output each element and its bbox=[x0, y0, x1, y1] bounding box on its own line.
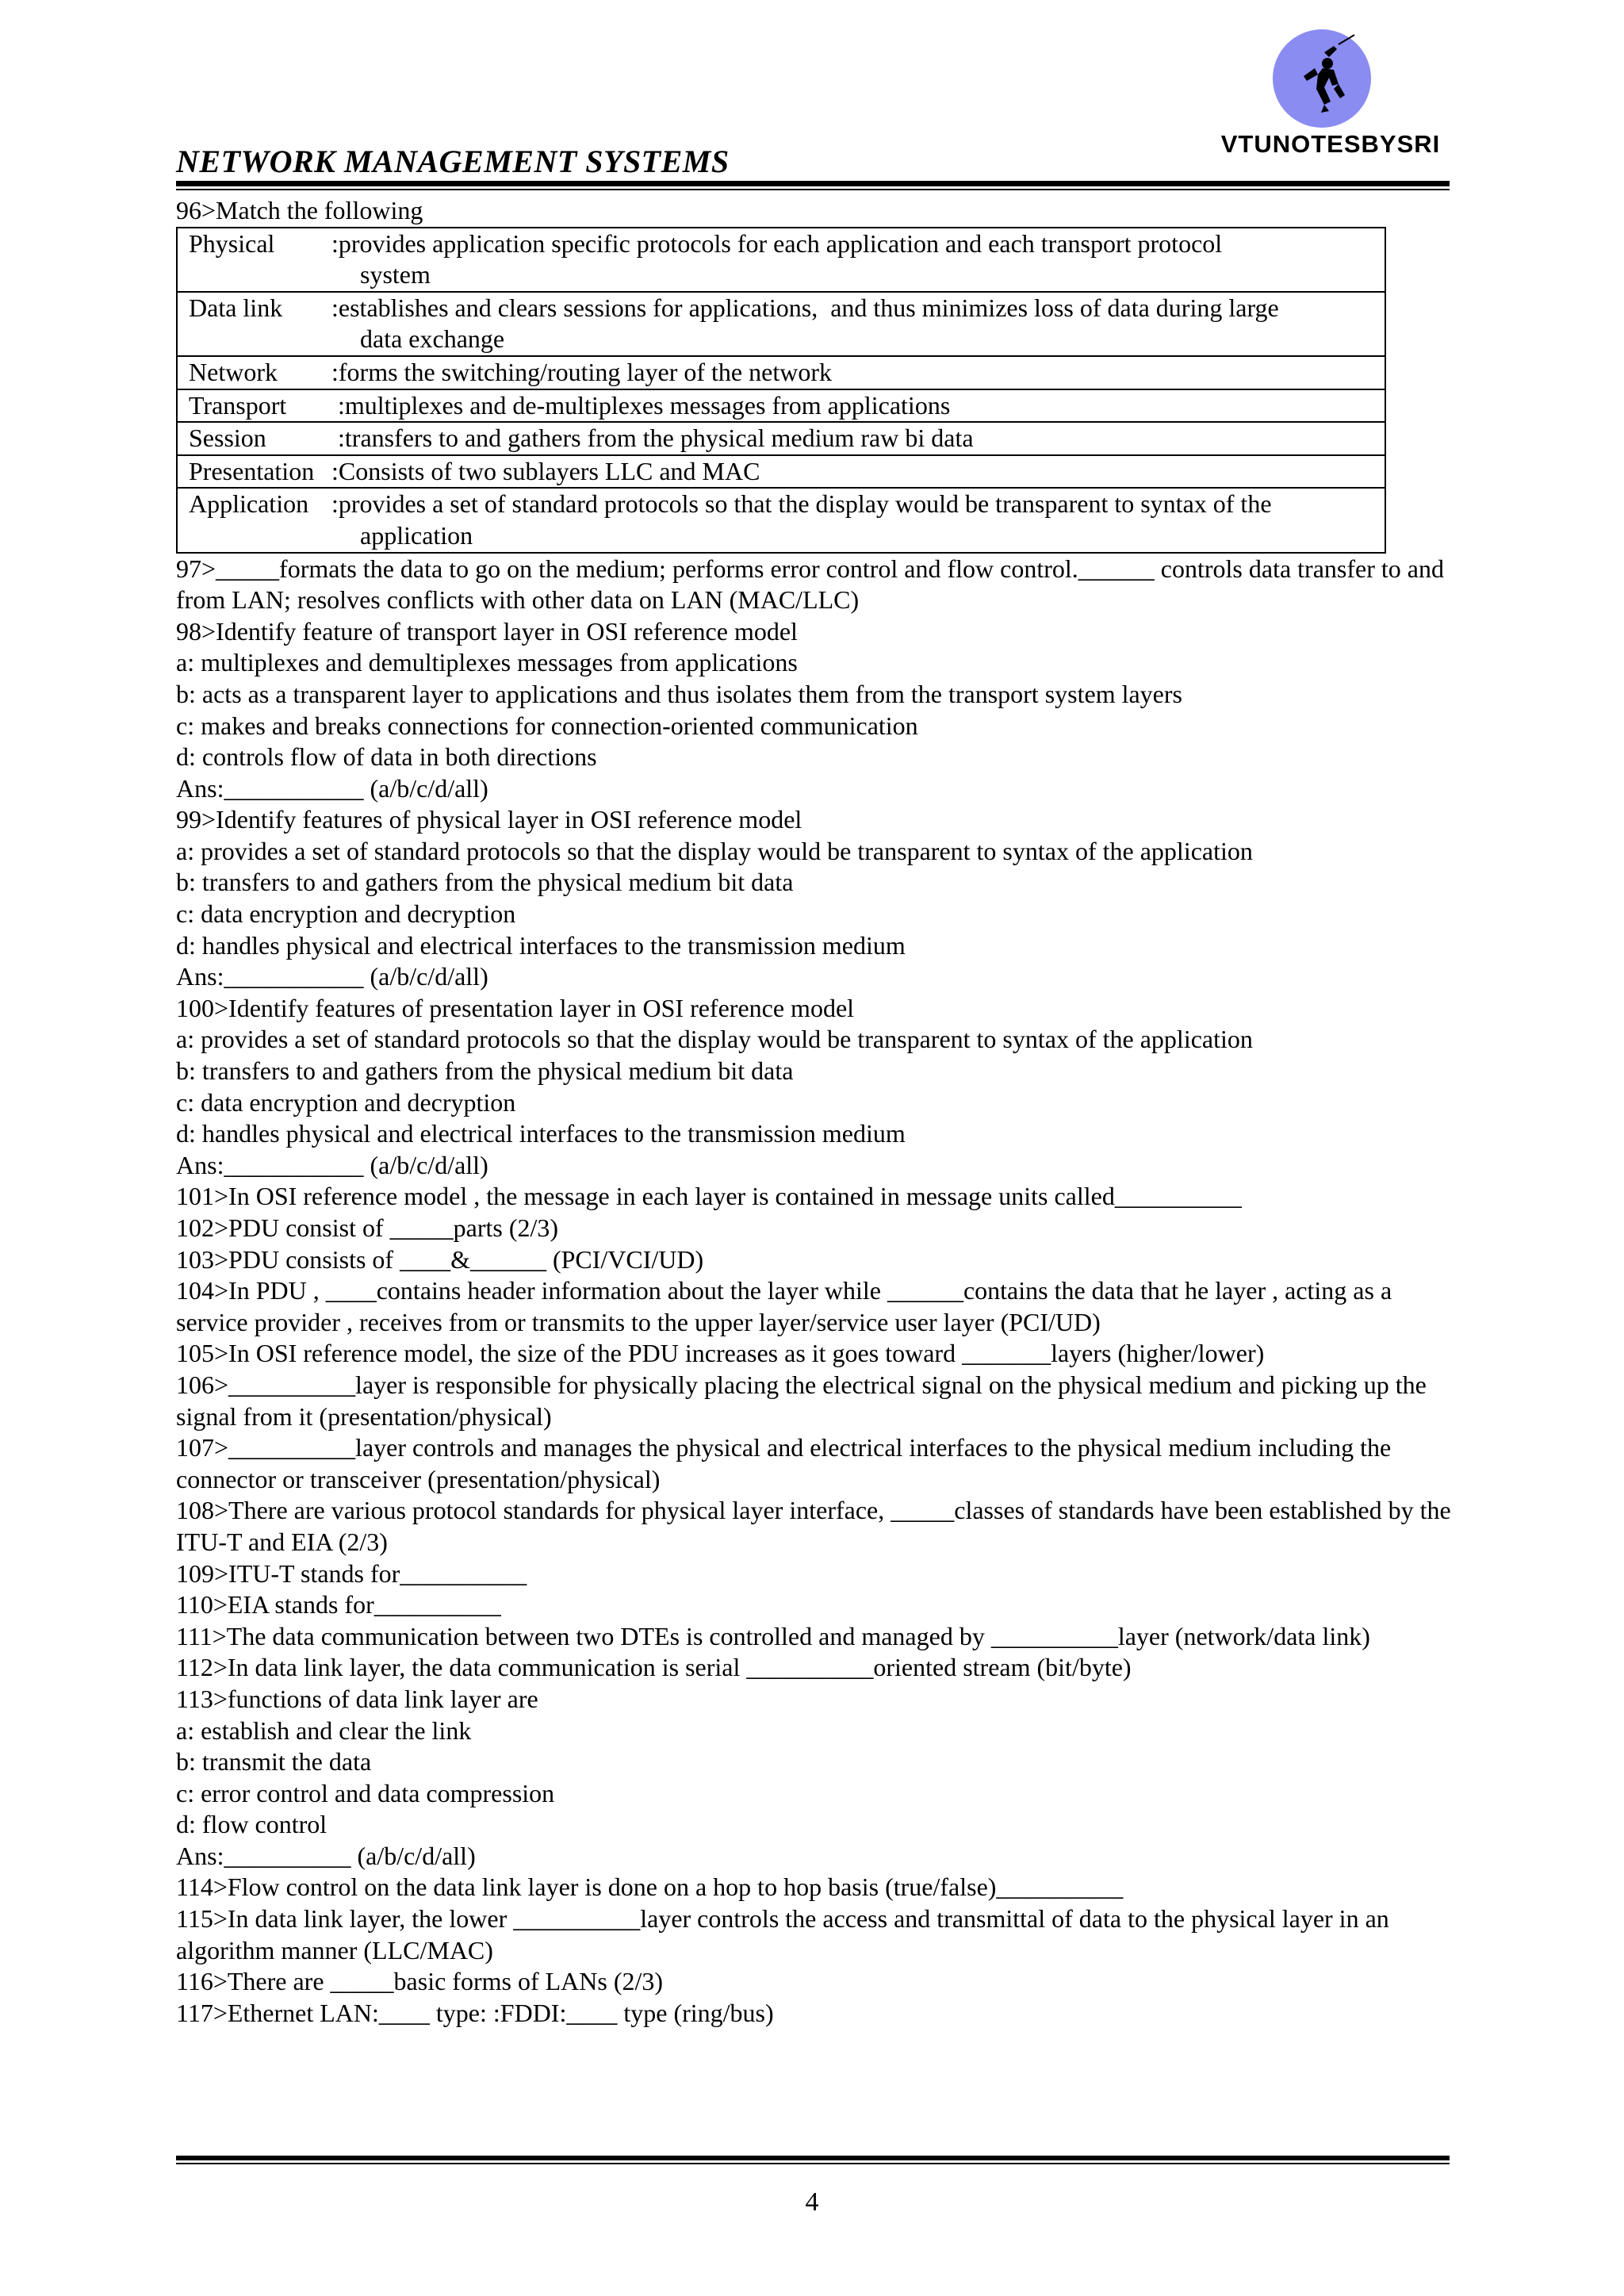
header-rule-thick bbox=[176, 181, 1450, 186]
text-line: a: provides a set of standard protocols so that the display would be transparent to syntax of the application bbox=[176, 836, 1253, 865]
match-row bbox=[177, 389, 1385, 423]
text-line: Ans:___________ (a/b/c/d/all) bbox=[176, 773, 488, 803]
text-line: c: data encryption and decryption bbox=[176, 899, 516, 929]
match-definition-continued: data exchange bbox=[360, 324, 505, 354]
text-line: 105>In OSI reference model, the size of the PDU increases as it goes toward _______layers (higher/lower) bbox=[176, 1339, 1265, 1368]
document-title: NETWORK MANAGEMENT SYSTEMS bbox=[176, 144, 730, 179]
match-term: Presentation bbox=[189, 456, 315, 485]
match-row bbox=[177, 422, 1385, 455]
match-row bbox=[177, 292, 1385, 356]
match-definition-continued: application bbox=[360, 520, 473, 550]
match-definition-continued: system bbox=[360, 260, 431, 289]
match-definition: :Consists of two sublayers LLC and MAC bbox=[331, 456, 760, 485]
match-definition: :forms the switching/routing layer of the network bbox=[331, 357, 832, 386]
question-list bbox=[176, 554, 1461, 2030]
text-line: b: acts as a transparent layer to applications and thus isolates them from the transport system layers bbox=[176, 679, 1182, 708]
text-line: b: transmit the data bbox=[176, 1747, 372, 1777]
text-line: 106>__________layer is responsible for physically placing the electrical signal on the physical medium and picking up the signal from it (presentation/physical) bbox=[176, 1370, 1427, 1431]
text-line: 115>In data link layer, the lower __________layer controls the access and transmittal of data to the physical layer in an algorithm manner (LLC/MAC) bbox=[176, 1904, 1389, 1964]
text-line: c: error control and data compression bbox=[176, 1778, 555, 1807]
text-line: c: makes and breaks connections for connection-oriented communication bbox=[176, 711, 918, 740]
text-line: 99>Identify features of physical layer in OSI reference model bbox=[176, 805, 802, 834]
content bbox=[176, 195, 1461, 2029]
match-definition: :transfers to and gathers from the physical medium raw bi data bbox=[331, 424, 974, 453]
text-line: c: data encryption and decryption bbox=[176, 1087, 516, 1117]
text-line: 104>In PDU , ____contains header information about the layer while ______contains the data that he layer , acting as a service provider , receives from or transmits to the upper layer/service user layer (PCI/UD) bbox=[176, 1276, 1392, 1336]
text-line: 117>Ethernet LAN:____ type: :FDDI:____ type (ring/bus) bbox=[176, 1998, 774, 2027]
text-line: 108>There are various protocol standards for physical layer interface, _____classes of standards have been established by the ITU-T and EIA (2/3) bbox=[176, 1496, 1451, 1556]
match-definition: :establishes and clears sessions for applications, and thus minimizes loss of data during large bbox=[331, 293, 1279, 322]
match-definition: :provides a set of standard protocols so that the display would be transparent to syntax of the bbox=[331, 489, 1272, 519]
climber-logo-icon bbox=[1272, 29, 1372, 128]
text-line: b: transfers to and gathers from the physical medium bit data bbox=[176, 1056, 794, 1086]
match-definition: :multiplexes and de-multiplexes messages from applications bbox=[331, 390, 951, 420]
match-definition: :provides application specific protocols for each application and each transport protocol bbox=[331, 228, 1223, 258]
match-row bbox=[177, 228, 1385, 292]
match-term: Session bbox=[189, 424, 266, 453]
text-line: 116>There are _____basic forms of LANs (2/3) bbox=[176, 1967, 664, 1996]
match-term: Application bbox=[189, 489, 309, 519]
text-line: 103>PDU consists of ____&______ (PCI/VCI/UD) bbox=[176, 1244, 704, 1274]
text-line: 109>ITU-T stands for__________ bbox=[176, 1558, 527, 1588]
match-term: Transport bbox=[189, 390, 287, 420]
text-line: 110>EIA stands for__________ bbox=[176, 1590, 501, 1619]
header-rule-thin bbox=[176, 189, 1450, 190]
text-line: Ans:___________ (a/b/c/d/all) bbox=[176, 1150, 488, 1179]
text-line: 113>functions of data link layer are bbox=[176, 1684, 538, 1713]
text-line: 111>The data communication between two DTEs is controlled and managed by __________layer (network/data link) bbox=[176, 1621, 1370, 1650]
text-line: b: transfers to and gathers from the physical medium bit data bbox=[176, 868, 794, 897]
match-row bbox=[177, 356, 1385, 389]
match-heading: 96>Match the following bbox=[176, 196, 423, 224]
text-line: 101>In OSI reference model , the message in each layer is contained in message units called__________ bbox=[176, 1182, 1242, 1211]
footer-rule-thick bbox=[176, 2156, 1450, 2160]
match-row bbox=[177, 488, 1385, 552]
text-line: 100>Identify features of presentation layer in OSI reference model bbox=[176, 993, 855, 1022]
text-line: 97>_____formats the data to go on the medium; performs error control and flow control.______ controls data transfer to and from LAN; resolves conflicts with other data on LAN (MAC/LLC) bbox=[176, 554, 1444, 615]
match-term: Physical bbox=[189, 228, 275, 258]
text-line: Ans:___________ (a/b/c/d/all) bbox=[176, 962, 488, 991]
text-line: a: multiplexes and demultiplexes messages from applications bbox=[176, 648, 798, 677]
text-line: 112>In data link layer, the data communication is serial __________oriented stream (bit/byte) bbox=[176, 1653, 1132, 1682]
match-row bbox=[177, 455, 1385, 489]
text-line: Ans:__________ (a/b/c/d/all) bbox=[176, 1841, 476, 1870]
text-line: 102>PDU consist of _____parts (2/3) bbox=[176, 1213, 559, 1242]
text-line: 114>Flow control on the data link layer is done on a hop to hop basis (true/false)__________ bbox=[176, 1872, 1124, 1902]
text-line: a: provides a set of standard protocols so that the display would be transparent to syntax of the application bbox=[176, 1025, 1253, 1054]
logo bbox=[1212, 29, 1450, 163]
match-term: Network bbox=[189, 357, 278, 386]
match-table bbox=[176, 227, 1386, 554]
text-line: a: establish and clear the link bbox=[176, 1715, 472, 1745]
text-line: d: flow control bbox=[176, 1810, 327, 1839]
text-line: d: controls flow of data in both directions bbox=[176, 742, 597, 772]
text-line: 107>__________layer controls and manages the physical and electrical interfaces to the physical medium including the connector or transceiver (presentation/physical) bbox=[176, 1433, 1392, 1493]
text-line: d: handles physical and electrical interfaces to the transmission medium bbox=[176, 1119, 906, 1148]
page-number: 4 bbox=[805, 2187, 819, 2217]
footer-rule-thin bbox=[176, 2163, 1450, 2164]
text-line: d: handles physical and electrical interfaces to the transmission medium bbox=[176, 930, 906, 960]
text-line: 98>Identify feature of transport layer in OSI reference model bbox=[176, 616, 798, 646]
match-term: Data link bbox=[189, 293, 283, 322]
logo-text: VTUNOTESBYSRI bbox=[1220, 130, 1441, 158]
